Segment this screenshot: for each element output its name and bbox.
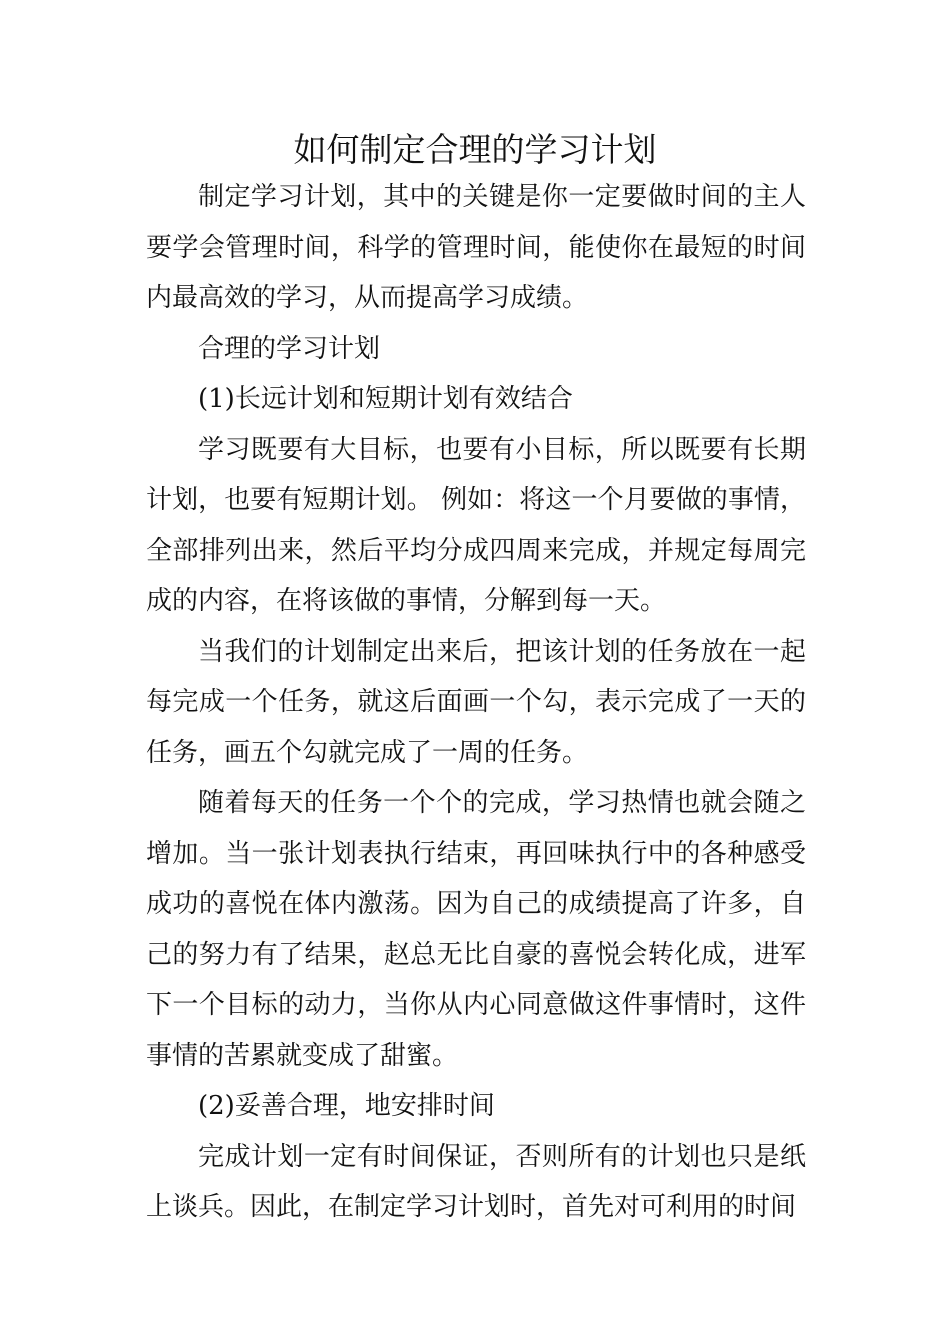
subheading-2: (2)妥善合理，地安排时间	[198, 1091, 495, 1121]
subheading-1: (1)长远计划和短期计划有效结合	[198, 384, 573, 414]
paragraph-time: 完成计划一定有时间保证，否则所有的计划也只是纸上谈兵。因此，在制定学习计划时，首先对可利用的时间	[146, 1141, 806, 1222]
paragraph-tasks: 当我们的计划制定出来后，把该计划的任务放在一起每完成一个任务，就这后面画一个勾，表示完成了一天的任务，画五个勾就完成了一周的任务。	[146, 636, 806, 768]
paragraph-motivation: 随着每天的任务一个个的完成，学习热情也就会随之增加。当一张计划表执行结束，再回味执行中的各种感受成功的喜悦在体内激荡。因为自己的成绩提高了许多，自己的努力有了结果，赵总无比自豪的喜悦会转化成，进军下一个目标的动力，当你从内心同意做这件事情时，这件事情的苦累就变成了甜蜜。	[146, 788, 806, 1071]
paragraph-goals: 学习既要有大目标，也要有小目标，所以既要有长期计划，也要有短期计划。 例如：将这一个月要做的事情，全部排列出来，然后平均分成四周来完成，并规定每周完成的内容，在将该做的事情，分解到每一天。	[146, 434, 806, 616]
paragraph-intro: 制定学习计划，其中的关键是你一定要做时间的主人要学会管理时间，科学的管理时间，能使你在最短的时间内最高效的学习，从而提高学习成绩。	[146, 182, 806, 313]
document-title: 如何制定合理的学习计划	[293, 130, 657, 169]
document-body	[146, 172, 806, 1233]
section-heading-plan: 合理的学习计划	[198, 333, 381, 364]
